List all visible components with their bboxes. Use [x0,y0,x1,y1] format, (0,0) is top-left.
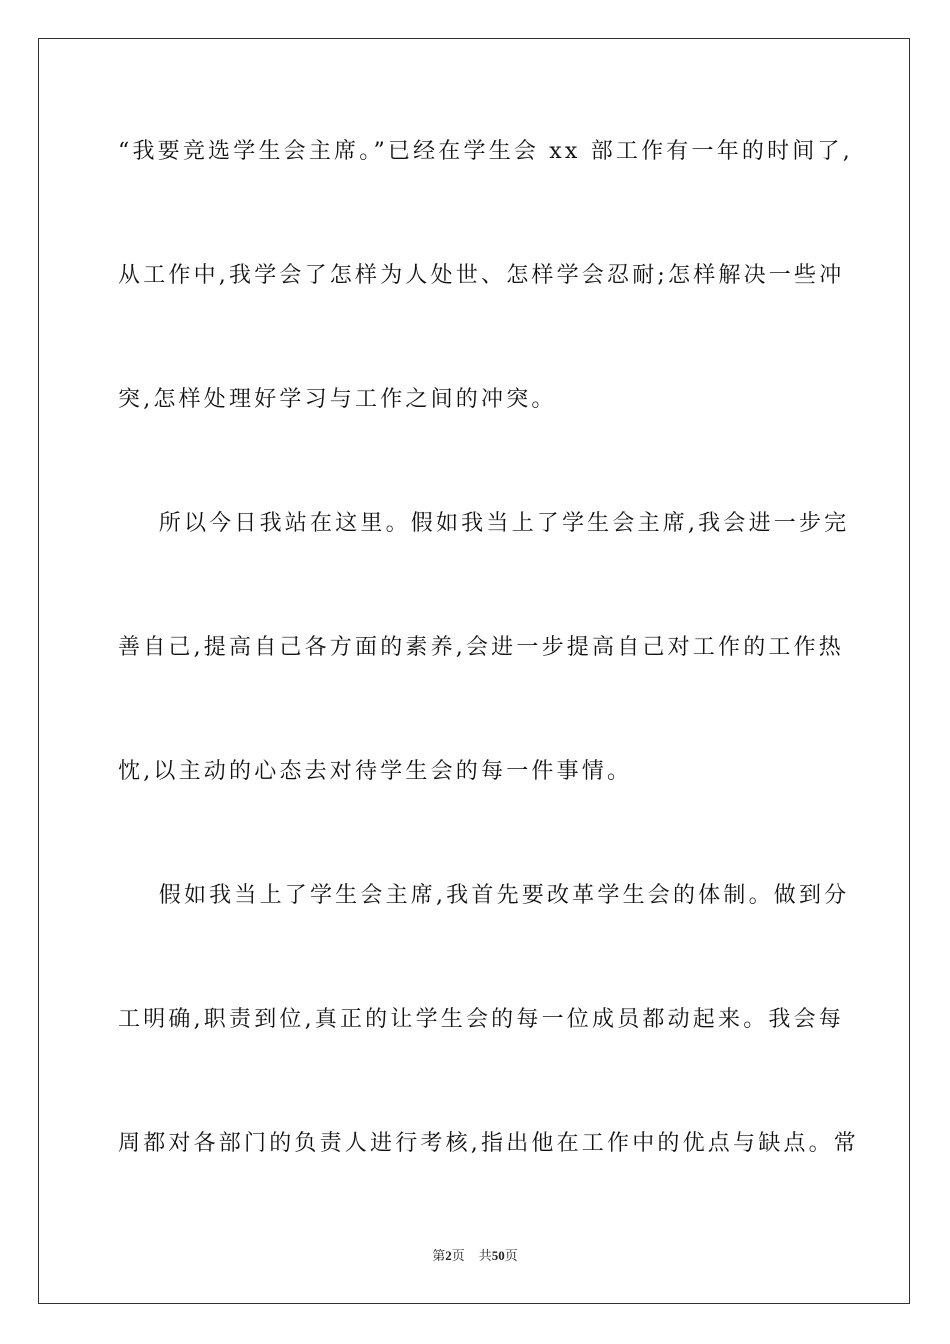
paragraph-line-6: 忱,以主动的心态去对待学生会的每一件事情。 [118,759,633,784]
total-pages: 50 [491,1248,505,1263]
page-suffix: 页 [451,1248,465,1263]
paragraph-line-3: 突,怎样处理好学习与工作之间的冲突。 [118,387,557,412]
paragraph-line-4: 所以今日我站在这里。假如我当上了学生会主席,我会进一步完 [118,511,850,536]
paragraph-line-9: 周都对各部门的负责人进行考核,指出他在工作中的优点与缺点。常 [118,1131,859,1156]
page-prefix: 第 [432,1248,446,1263]
page-border [38,38,910,1304]
page-number: 2 [445,1248,452,1263]
total-prefix: 共 [478,1248,492,1263]
paragraph-line-7: 假如我当上了学生会主席,我首先要改革学生会的体制。做到分 [118,883,850,908]
page-footer [0,1247,950,1265]
paragraph-line-1: “我要竞选学生会主席。”已经在学生会 xx 部工作有一年的时间了, [118,139,853,164]
total-suffix: 页 [504,1248,518,1263]
paragraph-line-5: 善自己,提高自己各方面的素养,会进一步提高自己对工作的工作热 [118,635,844,660]
paragraph-line-8: 工明确,职责到位,真正的让学生会的每一位成员都动起来。我会每 [118,1007,844,1032]
paragraph-line-2: 从工作中,我学会了怎样为人处世、怎样学会忍耐;怎样解决一些冲 [118,263,845,288]
